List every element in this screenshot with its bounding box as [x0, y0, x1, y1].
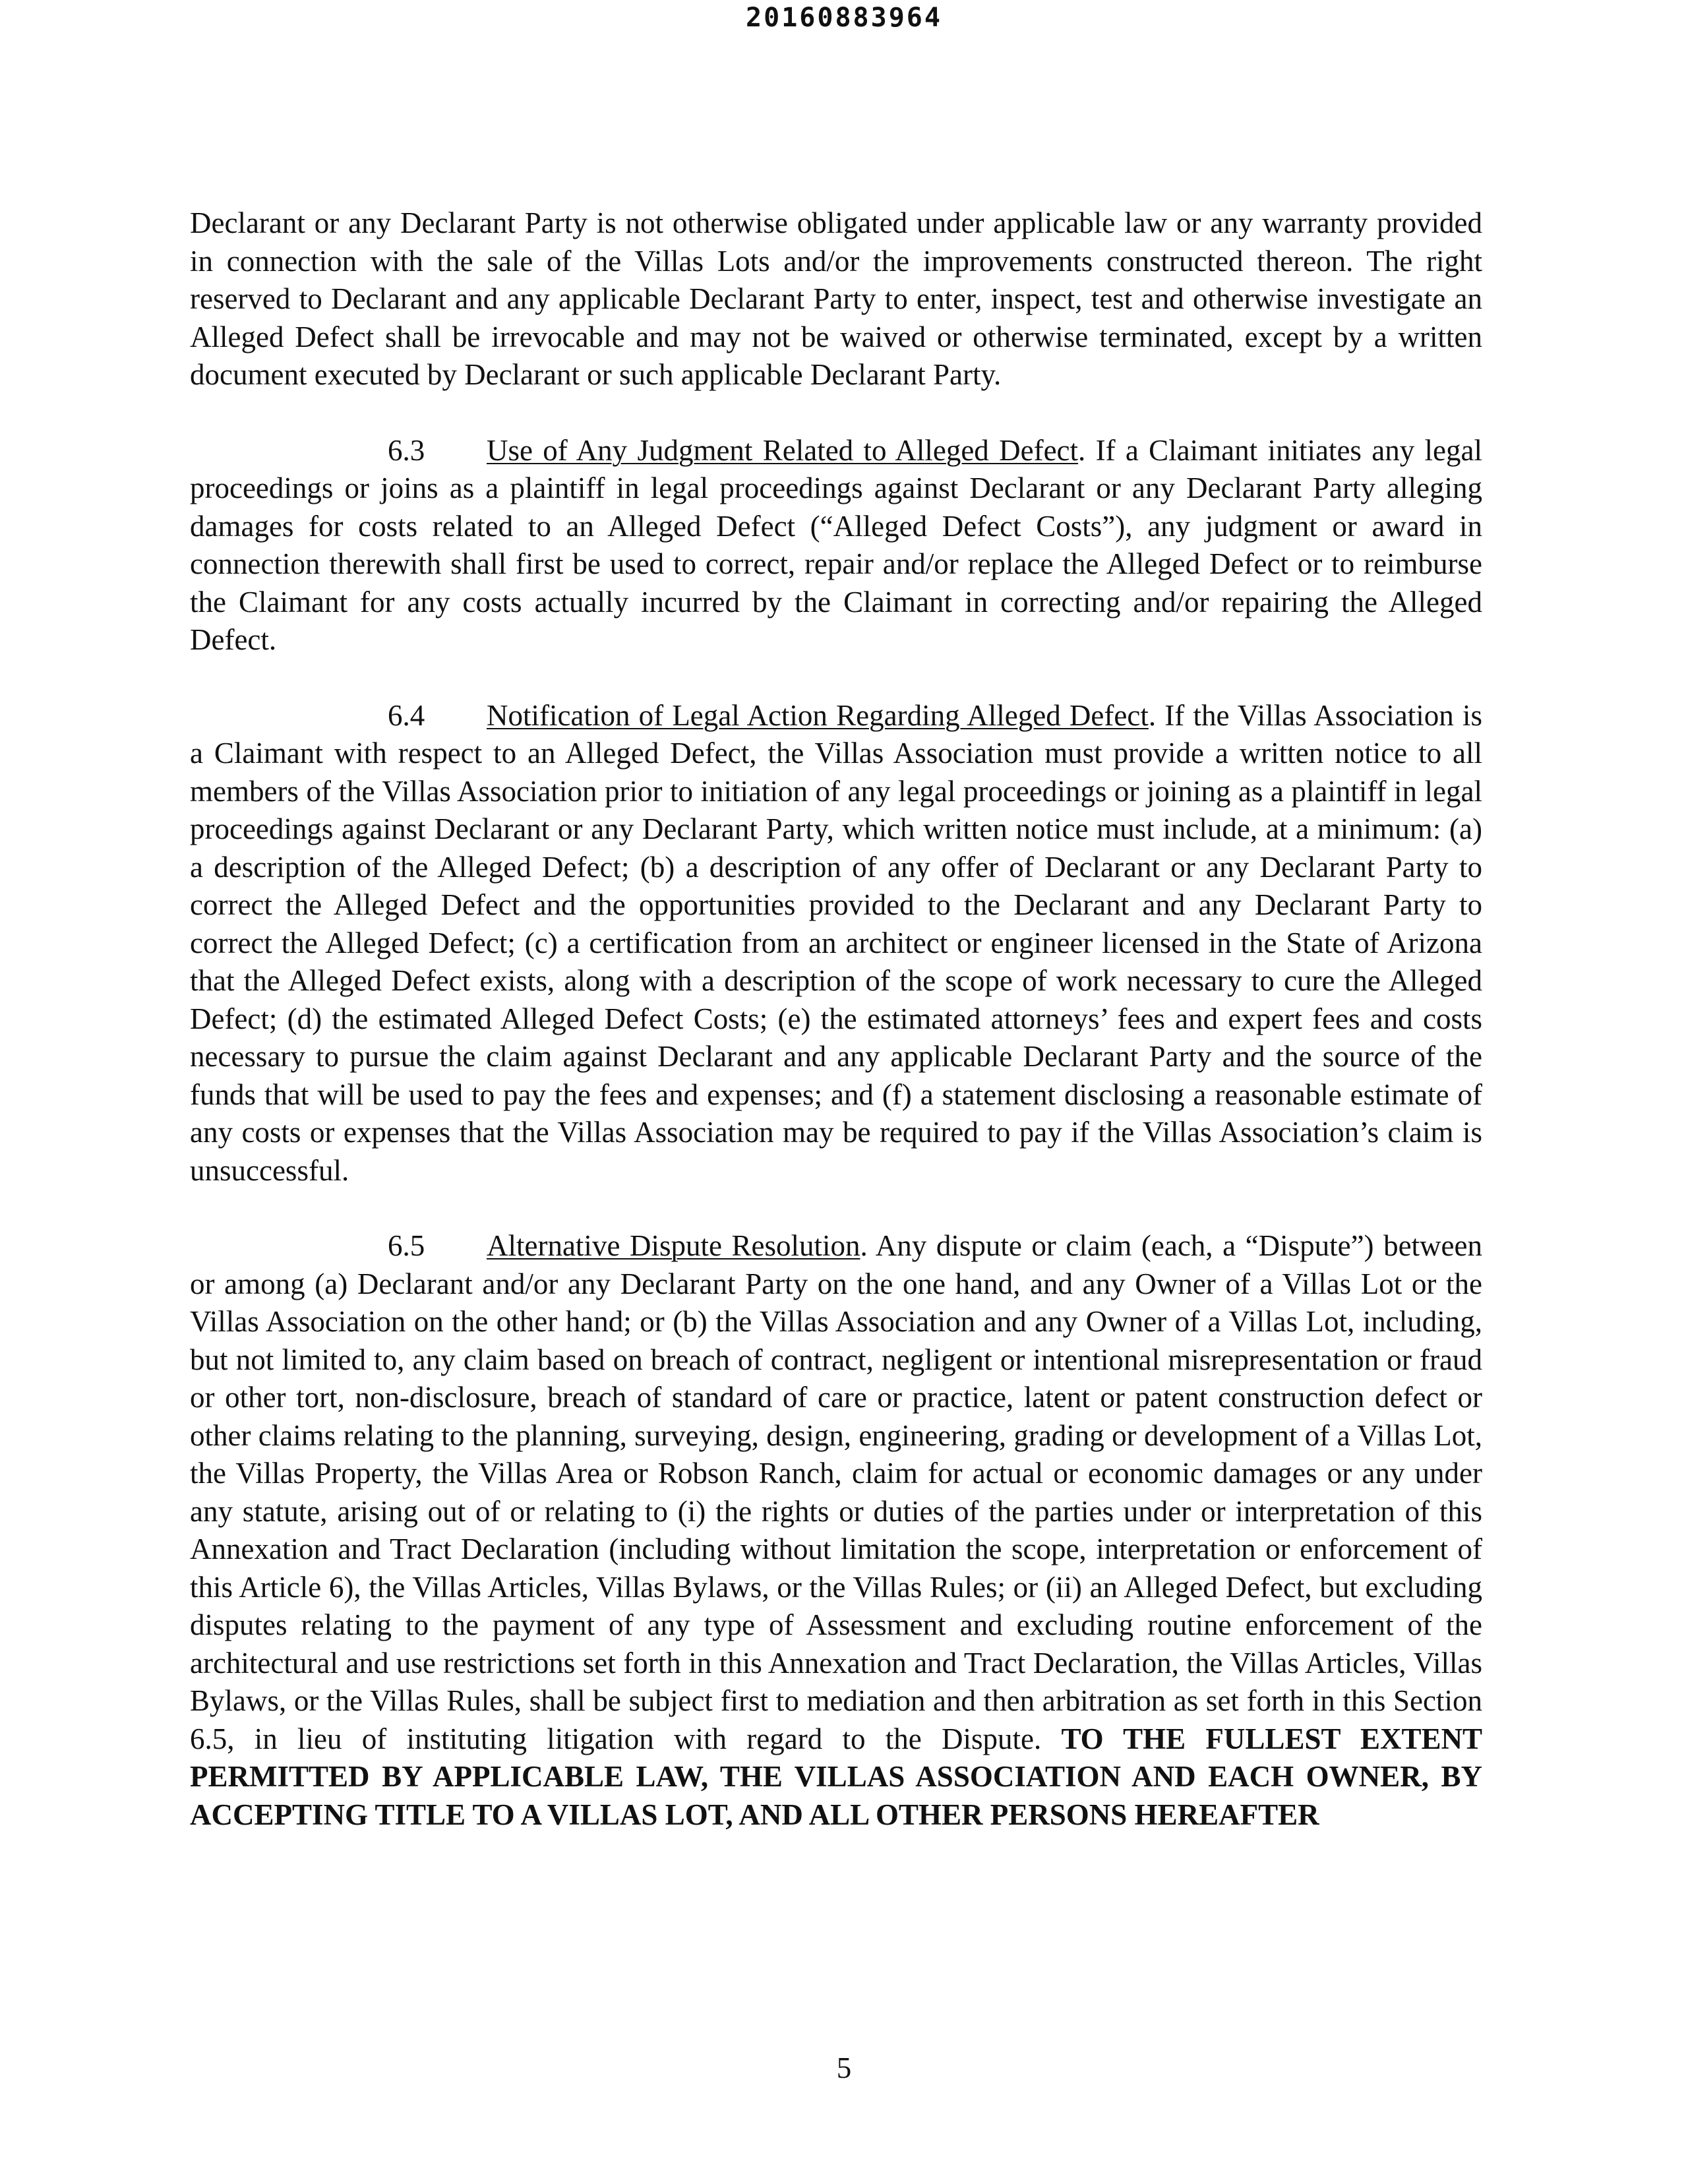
document-number: 20160883964 — [746, 3, 942, 33]
section-title: Alternative Dispute Resolution — [487, 1229, 860, 1262]
section-6-5 — [190, 1227, 1482, 1834]
section-title-punct: . — [860, 1229, 868, 1262]
section-title: Notification of Legal Action Regarding Alleged Defect — [487, 698, 1149, 732]
document-body — [190, 204, 1482, 1834]
section-number: 6.3 — [388, 433, 425, 467]
section-text: If a Claimant initiates any legal proceedings or joins as a plaintiff in legal proceedings against Declarant or any Declarant Party alleging damages for costs related to an Alleged Defect (“Alleged Defect Costs”), any judgment or award in connection therewith shall first be used to correct, repair and/or replace the Alleged Defect or to reimburse the Claimant for any costs actually incurred by the Claimant in correcting and/or repairing the Alleged Defect. — [190, 433, 1482, 656]
section-caps-text: TO THE FULLEST EXTENT PERMITTED BY APPLICABLE LAW, THE VILLAS ASSOCIATION AND EACH OWNER, BY ACCEPTING TITLE TO A VILLAS LOT, AND ALL OTHER PERSONS HEREAFTER — [190, 1722, 1482, 1831]
section-title-punct: . — [1078, 433, 1086, 467]
section-number: 6.5 — [388, 1229, 425, 1262]
section-6-4 — [190, 697, 1482, 1190]
page-number: 5 — [836, 2051, 852, 2084]
section-text: Any dispute or claim (each, a “Dispute”) between or among (a) Declarant and/or any Declarant Party on the one hand, and any Owner of a Villas Lot or the Villas Association on the other hand; or (b) the Villas Association and any Owner of a Villas Lot, including, but not limited to, any claim based on breach of contract, negligent or intentional misrepresentation or fraud or other tort, non-disclosure, breach of standard of care or practice, latent or patent construction defect or other claims relating to the planning, surveying, design, engineering, grading or development of a Villas Lot, the Villas Property, the Villas Area or Robson Ranch, claim for actual or economic damages or any under any statute, arising out of or relating to (i) the rights or duties of the parties under or interpretation of this Annexation and Tract Declaration (including without limitation the scope, interpretation or enforcement of this Article 6), the Villas Articles, Villas Bylaws, or the Villas Rules; or (ii) an Alleged Defect, but excluding disputes relating to the payment of any type of Assessment and excluding routine enforcement of the architectural and use restrictions set forth in this Annexation and Tract Declaration, the Villas Articles, Villas Bylaws, or the Villas Rules, shall be subject first to mediation and then arbitration as set forth in this Section 6.5, in lieu of instituting litigation with regard to the Dispute. — [190, 1229, 1482, 1755]
section-title: Use of Any Judgment Related to Alleged Defect — [487, 433, 1079, 467]
section-title-punct: . — [1148, 698, 1157, 732]
section-6-3 — [190, 432, 1482, 659]
section-text: If the Villas Association is a Claimant with respect to an Alleged Defect, the Villas Association must provide a written notice to all members of the Villas Association prior to initiation of any legal proceedings or joining as a plaintiff in legal proceedings against Declarant or any Declarant Party, which written notice must include, at a minimum: (a) a description of the Alleged Defect; (b) a description of any offer of Declarant or any Declarant Party to correct the Alleged Defect and the opportunities provided to the Declarant and any Declarant Party to correct the Alleged Defect; (c) a certification from an architect or engineer licensed in the State of Arizona that the Alleged Defect exists, along with a description of the scope of work necessary to cure the Alleged Defect; (d) the estimated Alleged Defect Costs; (e) the estimated attorneys’ fees and expert fees and costs necessary to pursue the claim against Declarant and any applicable Declarant Party and the source of the funds that will be used to pay the fees and expenses; and (f) a statement disclosing a reasonable estimate of any costs or expenses that the Villas Association may be required to pay if the Villas Association’s claim is unsuccessful. — [190, 698, 1482, 1187]
paragraph-continuation: Declarant or any Declarant Party is not otherwise obligated under applicable law or any warranty provided in connection with the sale of the Villas Lots and/or the improvements constructed thereon. The right reserved to Declarant and any applicable Declarant Party to enter, inspect, test and otherwise investigate an Alleged Defect shall be irrevocable and may not be waived or otherwise terminated, except by a written document executed by Declarant or such applicable Declarant Party. — [190, 206, 1482, 391]
section-number: 6.4 — [388, 698, 425, 732]
